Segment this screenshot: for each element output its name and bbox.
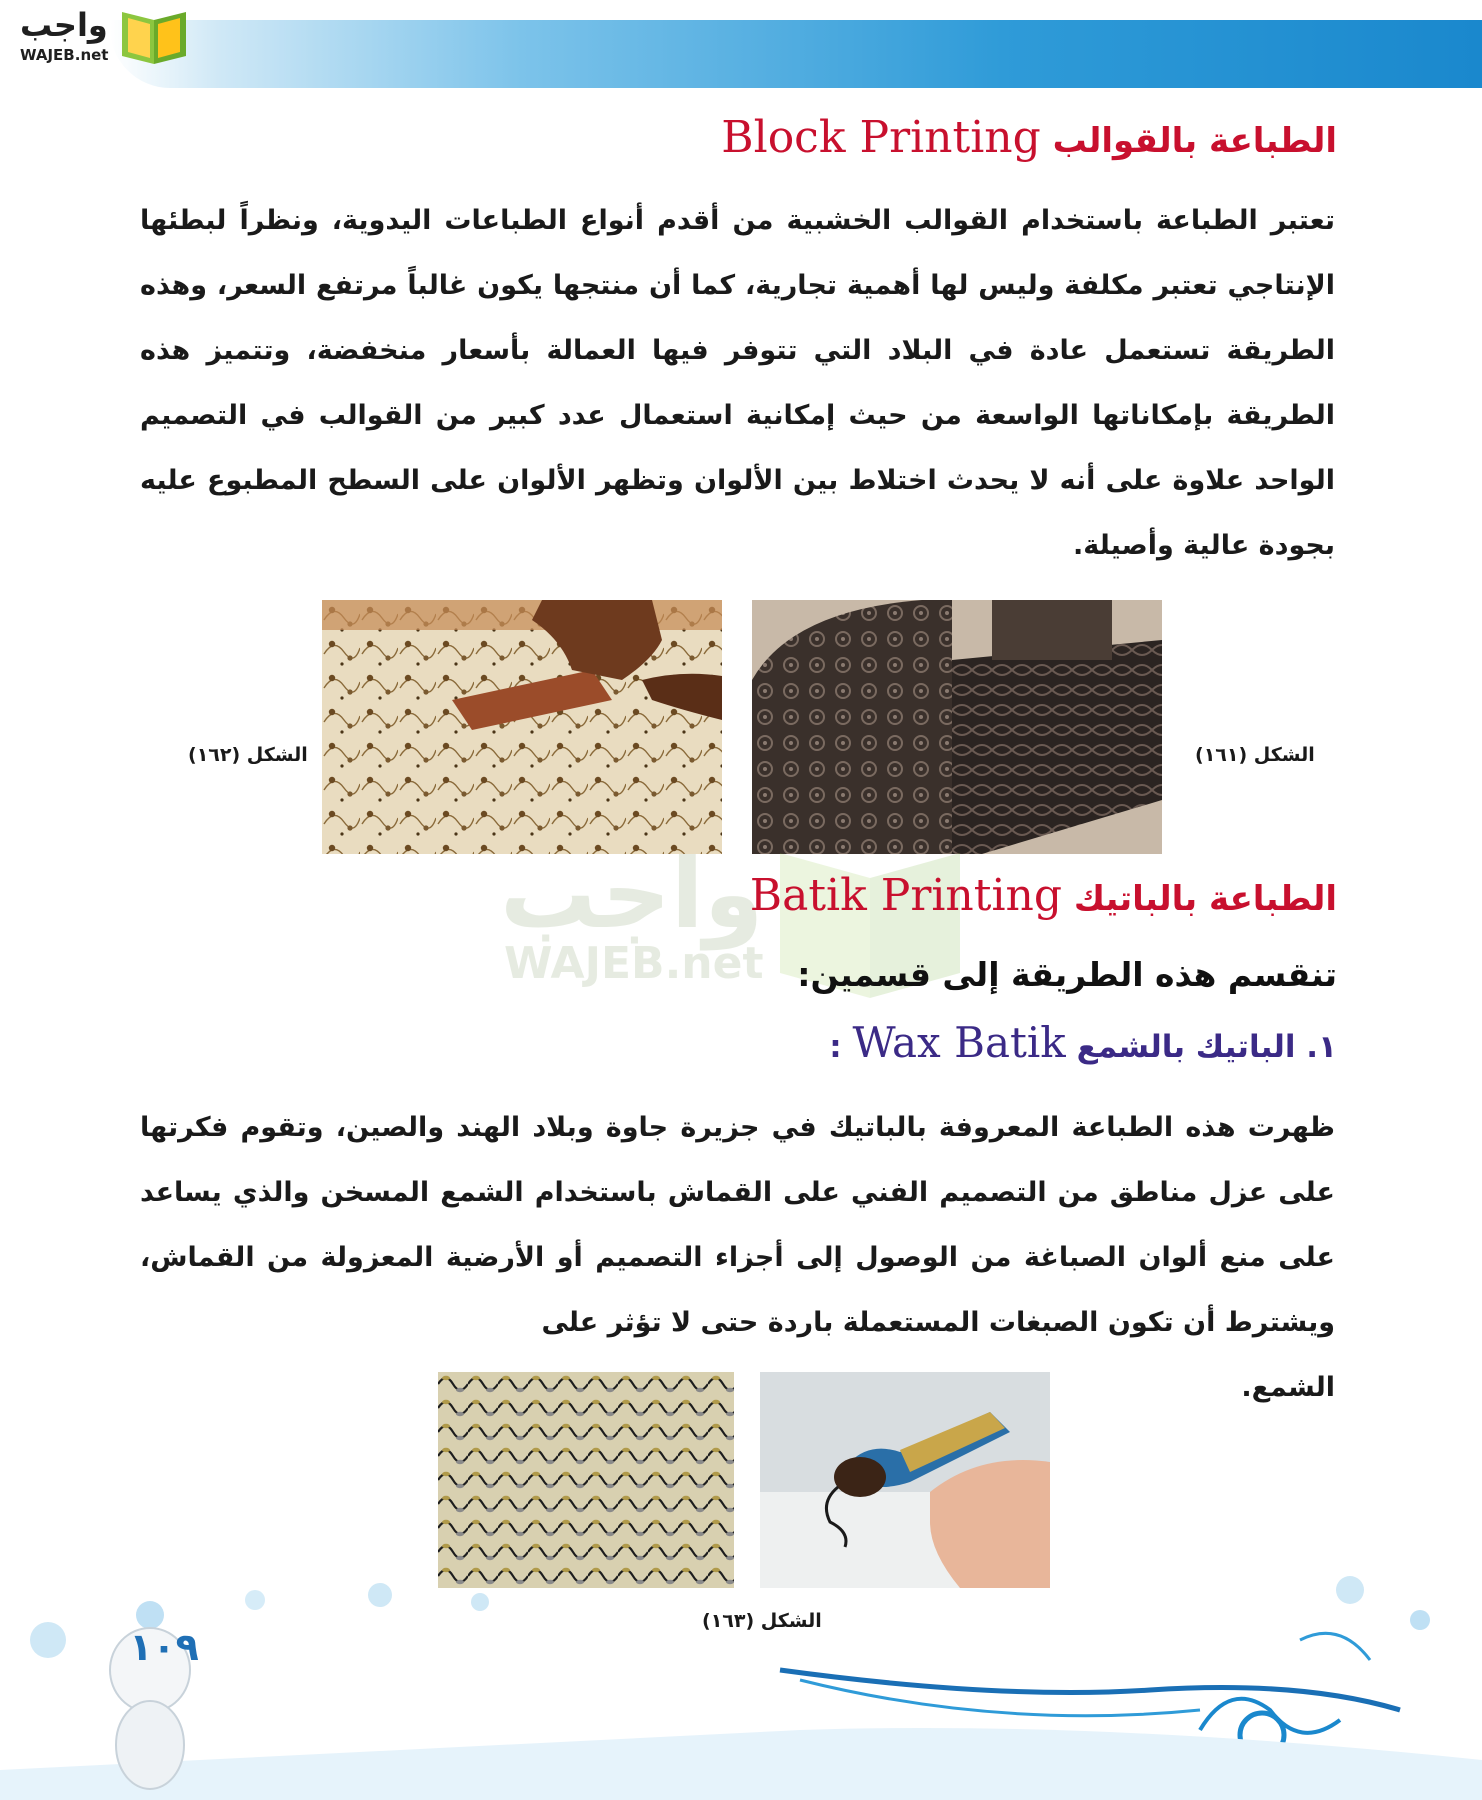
figure-163-image-tjanting: [760, 1372, 1050, 1588]
figure-162-caption: الشكل (١٦٢): [188, 744, 308, 766]
watermark-text-ar: واجب: [500, 838, 764, 950]
site-logo[interactable]: [8, 6, 188, 66]
logo-text-en: WAJEB.net: [20, 46, 109, 64]
section2-title-ar: الطباعة بالباتيك: [1073, 879, 1337, 919]
section-title-block-printing: [721, 112, 1337, 163]
figure-162-image: [322, 600, 722, 854]
wax-batik-paragraph: ظهرت هذه الطباعة المعروفة بالباتيك في جزيرة جاوة وبلاد الهند والصين، وتقوم فكرتها على عزل مناطق من التصميم الفني على القماش باستخدام الشمع المسخن والذي يساعد على منع ألوان الصباغة من الوصول إلى أجزاء التصميم أو الأرضية المعزولة من القماش، ويشترط أن تكون الصبغات المستعملة باردة حتى لا تؤثر على: [140, 1112, 1335, 1338]
header-bar: [110, 20, 1482, 88]
wax-batik-heading: [829, 1018, 1337, 1067]
section-title-batik-printing: [750, 870, 1337, 921]
wax-batik-title-en: Wax Batik: [852, 1018, 1066, 1067]
figure-161-caption: الشكل (١٦١): [1195, 744, 1315, 766]
watermark-text-en: WAJEB.net: [504, 938, 764, 989]
book-icon: [118, 8, 190, 66]
figure-161-image: [752, 600, 1162, 854]
section-title-en: Block Printing: [721, 112, 1041, 163]
section-title-ar: الطباعة بالقوالب: [1052, 121, 1337, 161]
wax-batik-paragraph-end: الشمع.: [1241, 1372, 1335, 1403]
figure-163-caption: الشكل (١٦٣): [702, 1610, 822, 1632]
footer-decoration: [0, 1560, 1482, 1800]
page-number: ١٠٩: [129, 1625, 199, 1669]
block-printing-paragraph: تعتبر الطباعة باستخدام القوالب الخشبية من أقدم أنواع الطباعات اليدوية، ونظراً لبطئها الإنتاجي تعتبر مكلفة وليس لها أهمية تجارية، كما أن منتجها يكون غالباً مرتفع السعر، وهذه الطريقة تستعمل عادة في البلاد التي تتوفر فيها العمالة بأسعار منخفضة، وتتميز هذه الطريقة بإمكاناتها الواسعة من حيث إمكانية استعمال عدد كبير من القوالب في التصميم الواحد علاوة على أنه لا يحدث اختلاط بين الألوان وتظهر الألوان على السطح المطبوع عليه بجودة عالية وأصيلة.: [140, 205, 1335, 561]
logo-text-ar: واجب: [20, 6, 108, 44]
batik-intro-heading: تنقسم هذه الطريقة إلى قسمين:: [797, 955, 1337, 994]
wax-batik-title-ar: ١. الباتيك بالشمع: [1076, 1029, 1337, 1065]
section2-title-en: Batik Printing: [749, 870, 1063, 921]
wax-batik-colon: :: [829, 1029, 842, 1065]
figure-163-image-fabric: [438, 1372, 734, 1588]
